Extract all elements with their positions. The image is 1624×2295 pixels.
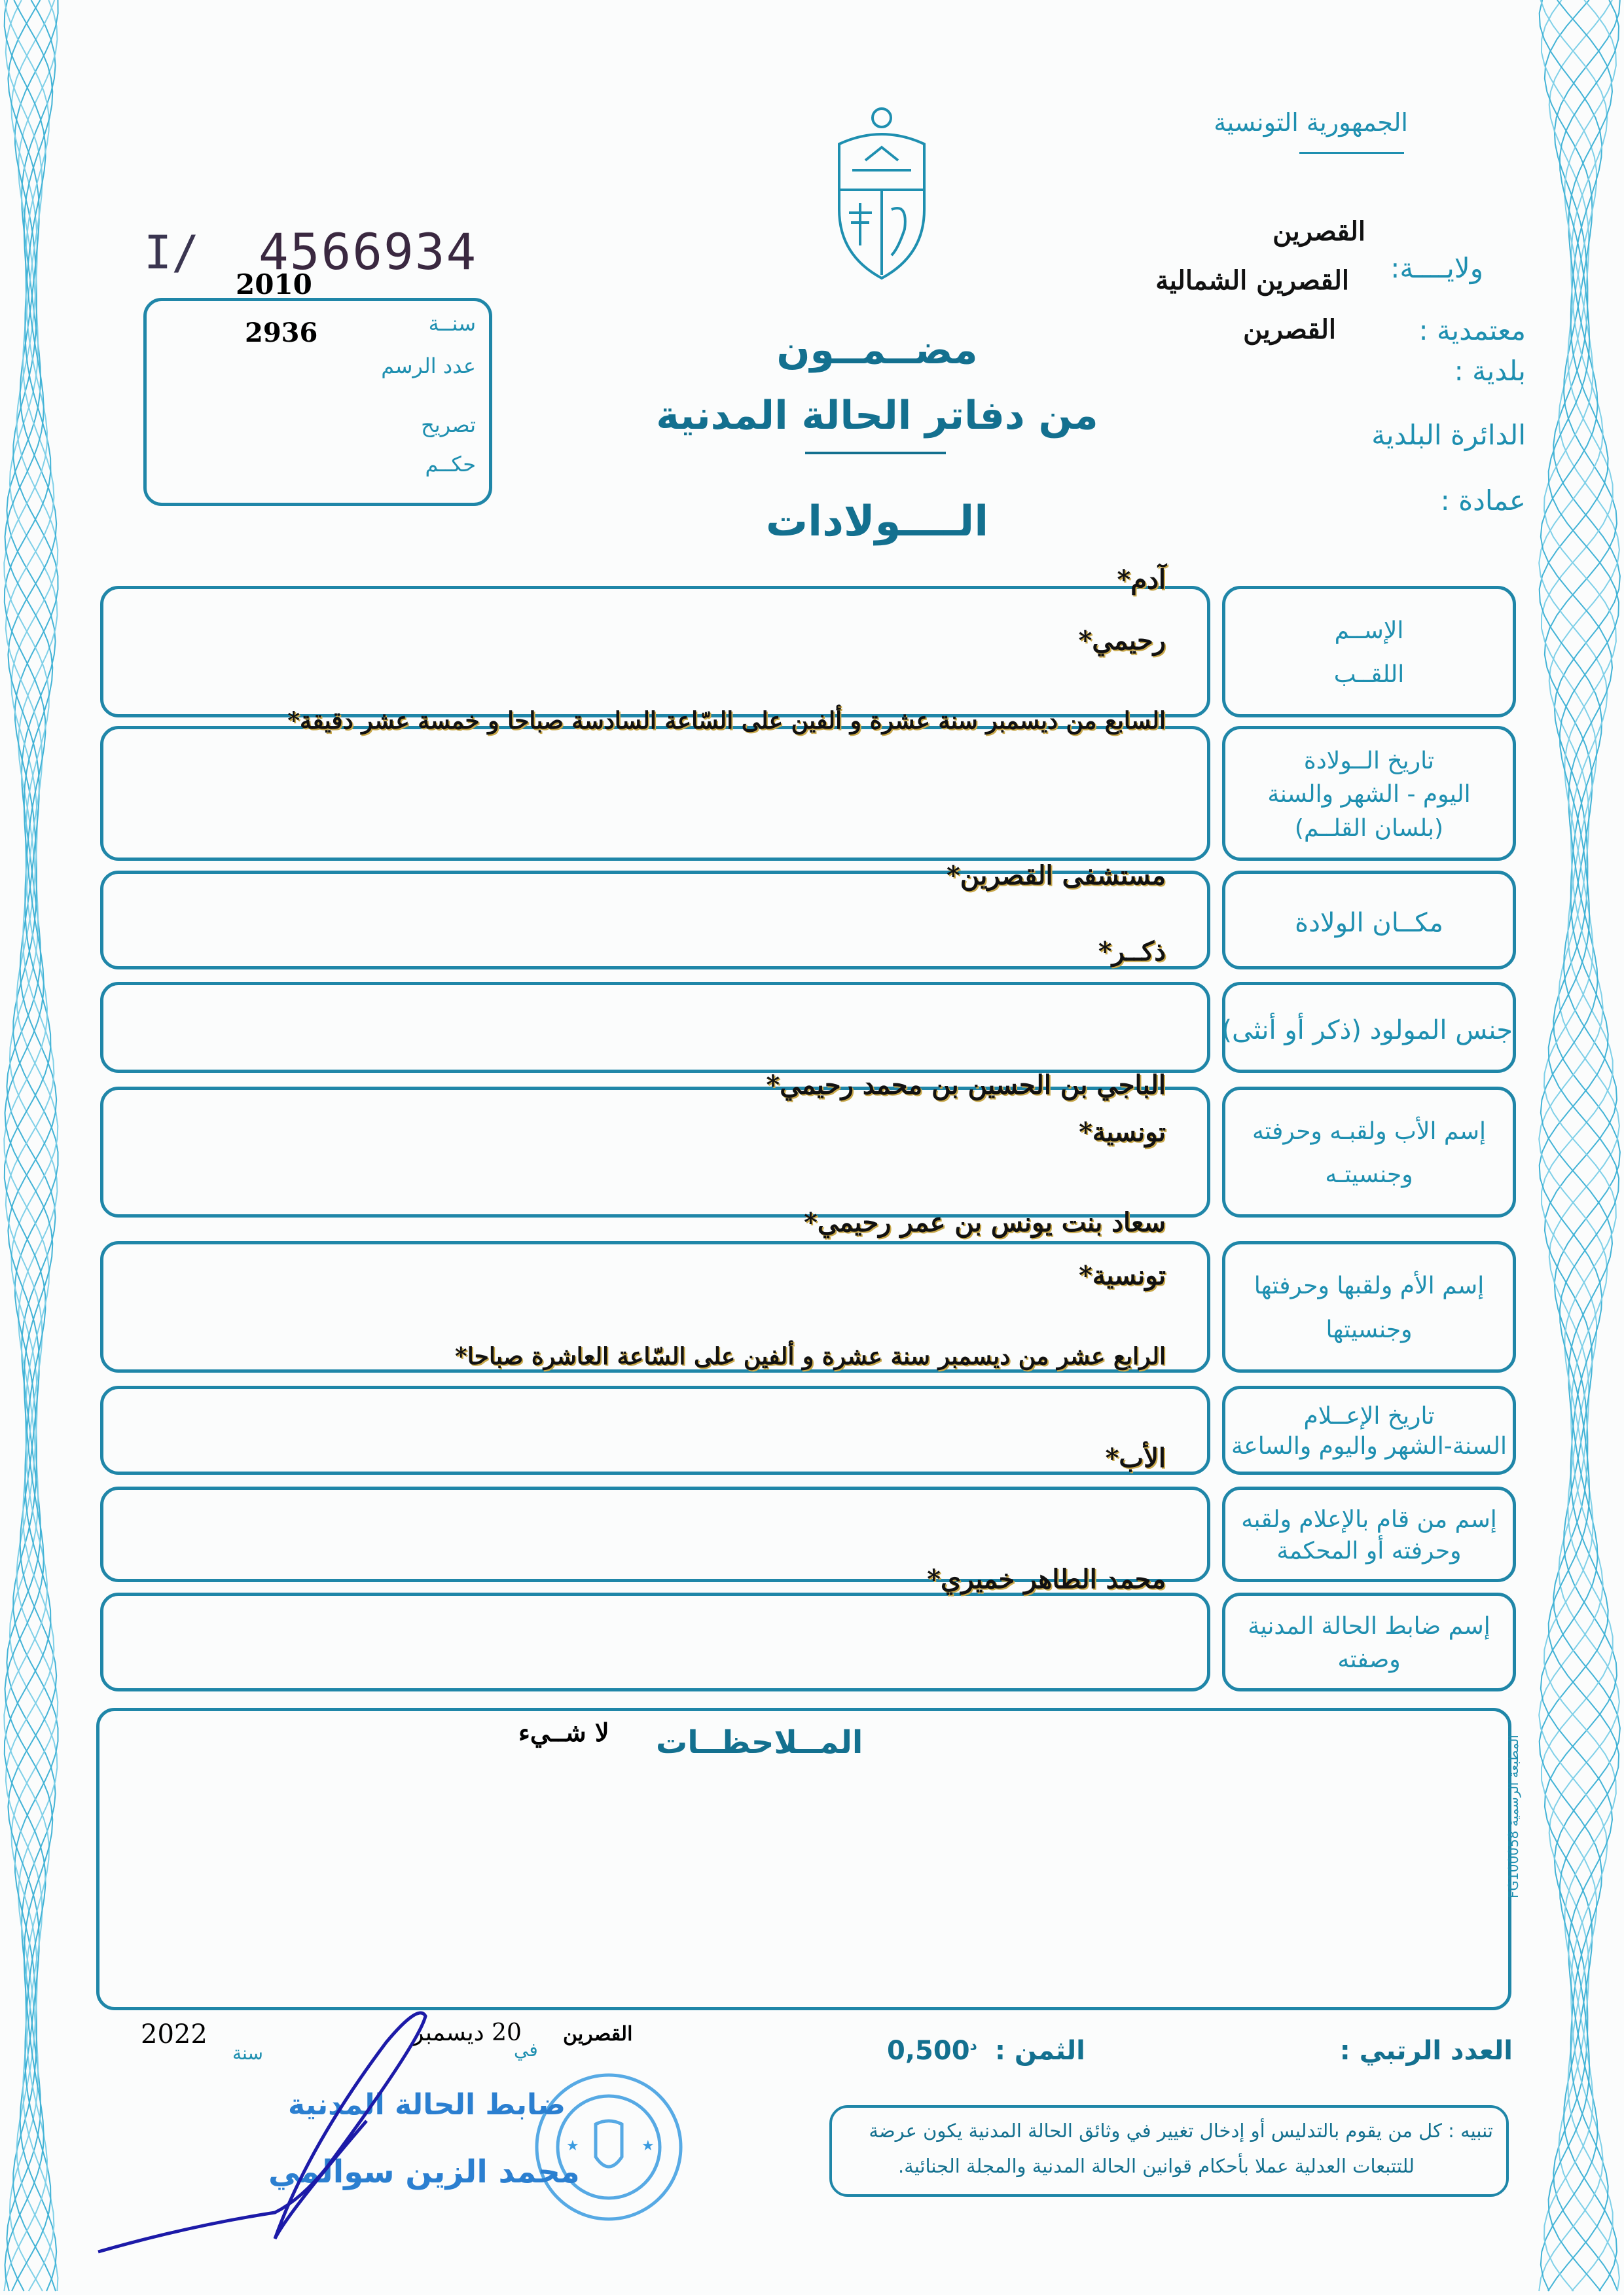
record-year-label: سنــة <box>428 311 476 336</box>
signature-icon <box>92 2003 550 2265</box>
row-declarant-label-box <box>1222 1487 1516 1582</box>
row-father-label-1: وجنسيتـه <box>1325 1161 1413 1189</box>
officer-name-value: محمد الطاهر خميري* <box>927 1564 1166 1595</box>
row-sex-label-0: جنس المولود (ذكر أو أنثى) <box>1221 1015 1513 1045</box>
notes-label: المــلاحظــات <box>656 1724 863 1761</box>
notes-value: لا شــيء <box>518 1718 609 1747</box>
row-name-value-box <box>100 586 1210 717</box>
row-officer-label-1: وصفته <box>1337 1646 1401 1673</box>
guilloche-border-left <box>0 0 62 2295</box>
row-mother-label-0: إسم الأم ولقبها وحرفتها <box>1254 1273 1485 1299</box>
row-birth-date-label-0: تاريخ الــولادة <box>1303 747 1435 774</box>
notes-box <box>96 1708 1511 2010</box>
serial-number: 4566934 <box>259 223 478 281</box>
tunisia-emblem-icon <box>826 98 937 281</box>
serial-prefix: I/ <box>144 226 200 280</box>
price-label: الثمن : <box>995 2036 1085 2066</box>
governorate-value: القصرين <box>1272 216 1365 247</box>
row-officer-label-box <box>1222 1593 1516 1691</box>
row-father-label-0: إسم الأب ولقبـه وحرفته <box>1252 1117 1487 1145</box>
birth-place-value: مستشفى القصرين* <box>946 860 1166 891</box>
row-father-value-box <box>100 1087 1210 1218</box>
row-declaration-date-label-0: تاريخ الإعــلام <box>1303 1403 1435 1430</box>
row-sex-label-box <box>1222 982 1516 1073</box>
delegation-value: القصرين الشمالية <box>1155 265 1349 296</box>
printer-mark: المطبعة الرسمية FG100058 <box>1506 1735 1521 1898</box>
row-name-label-1: اللقــب <box>1333 661 1405 688</box>
republic-title: الجمهورية التونسية <box>1214 108 1408 137</box>
row-birth-date-value-box <box>100 726 1210 861</box>
father-nationality-value: تونسية* <box>1078 1117 1166 1148</box>
record-year-value: 2010 <box>236 268 312 300</box>
price-value <box>887 2036 977 2066</box>
row-declaration-date-label-1: السنة-الشهر واليوم والساعة <box>1231 1432 1507 1460</box>
municipality-value: القصرين <box>1243 314 1336 345</box>
mother-nationality-value: تونسية* <box>1078 1260 1166 1291</box>
row-birth-place-label-box <box>1222 871 1516 969</box>
place-value: القصرين <box>563 2023 633 2046</box>
header-divider <box>1299 152 1404 154</box>
warning-line-2: للتتبعات العدلية عملا بأحكام قوانين الحالة المدنية والمجلة الجنائية. <box>897 2155 1415 2177</box>
in-label: في <box>514 2039 538 2061</box>
birth-date-value: السابع من ديسمبر سنة عشرة و ألفين على السّاعة السادسة صباحا و خمسة عشر دقيقة* <box>287 707 1166 734</box>
judgment-label: حكــم <box>425 452 476 477</box>
svg-text:★: ★ <box>641 2138 655 2154</box>
mother-name-value: سعاد بنت يونس بن عمر رحيمي* <box>804 1207 1166 1238</box>
births-title: الــــولادات <box>765 497 989 546</box>
record-box <box>143 298 492 506</box>
date-value: 20 ديسمبر <box>412 2019 522 2046</box>
row-birth-date-label-2: (بلسان القلــم) <box>1294 814 1444 842</box>
guilloche-border-right <box>1535 0 1624 2295</box>
declaration-label: تصريح <box>421 412 476 437</box>
municipal-district-label: الدائرة البلدية <box>1371 419 1526 451</box>
sex-value: ذكــر* <box>1098 936 1166 967</box>
imada-label: عمادة : <box>1440 484 1526 516</box>
row-officer-value-box <box>100 1593 1210 1691</box>
act-number-label: عدد الرسم <box>381 353 476 378</box>
municipality-label: بلدية : <box>1454 355 1526 387</box>
surname-value: رحيمي* <box>1078 625 1166 656</box>
first-name-value: آدم* <box>1117 564 1166 595</box>
row-sex-value-box <box>100 982 1210 1073</box>
svg-text:★: ★ <box>566 2138 579 2154</box>
warning-line-1: تنبيه : كل من يقوم بالتدليس أو إدخال تغيير في وثائق الحالة المدنية يكون عرضة <box>869 2120 1493 2142</box>
year-label: سنة <box>232 2042 263 2064</box>
father-name-value: الباجي بن الحسين بن محمد رحيمي* <box>766 1070 1166 1100</box>
declarant-value: الأب* <box>1105 1443 1166 1473</box>
year-value: 2022 <box>141 2019 208 2050</box>
price-amount: 0,500 <box>887 2036 970 2066</box>
row-declaration-date-label-box <box>1222 1386 1516 1475</box>
officer-name: محمد الزين سوالمي <box>268 2154 580 2190</box>
title-underline <box>805 452 946 454</box>
officer-title: ضابط الحالة المدنية <box>288 2088 566 2122</box>
serial-label: العدد الرتبي : <box>1339 2036 1513 2066</box>
declaration-date-value: الرابع عشر من ديسمبر سنة عشرة و ألفين على السّاعة العاشرة صباحا* <box>454 1343 1166 1370</box>
row-mother-label-box <box>1222 1241 1516 1373</box>
row-declarant-label-0: إسم من قام بالإعلام ولقبه <box>1241 1506 1497 1533</box>
row-declaration-date-value-box <box>100 1386 1210 1475</box>
governorate-label: ولايــــة: <box>1390 252 1483 284</box>
warning-box <box>829 2105 1509 2197</box>
registers-title: من دفاتر الحالة المدنية <box>656 393 1098 439</box>
row-father-label-box <box>1222 1087 1516 1218</box>
row-name-label-0: الإســم <box>1334 617 1404 644</box>
row-declarant-label-1: وحرفته أو المحكمة <box>1276 1538 1462 1565</box>
row-birth-place-label-0: مكــان الولادة <box>1295 907 1443 938</box>
price-unit: د <box>969 2037 977 2054</box>
row-officer-label-0: إسم ضابط الحالة المدنية <box>1248 1613 1490 1640</box>
row-birth-date-label-box <box>1222 726 1516 861</box>
row-birth-date-label-1: اليوم - الشهر والسنة <box>1267 781 1471 808</box>
row-mother-label-1: وجنسيتها <box>1326 1316 1413 1343</box>
act-number-value: 2936 <box>245 317 318 348</box>
row-name-label-box <box>1222 586 1516 717</box>
delegation-label: معتمدية : <box>1418 314 1526 346</box>
extract-title: مضــمــون <box>776 327 978 373</box>
